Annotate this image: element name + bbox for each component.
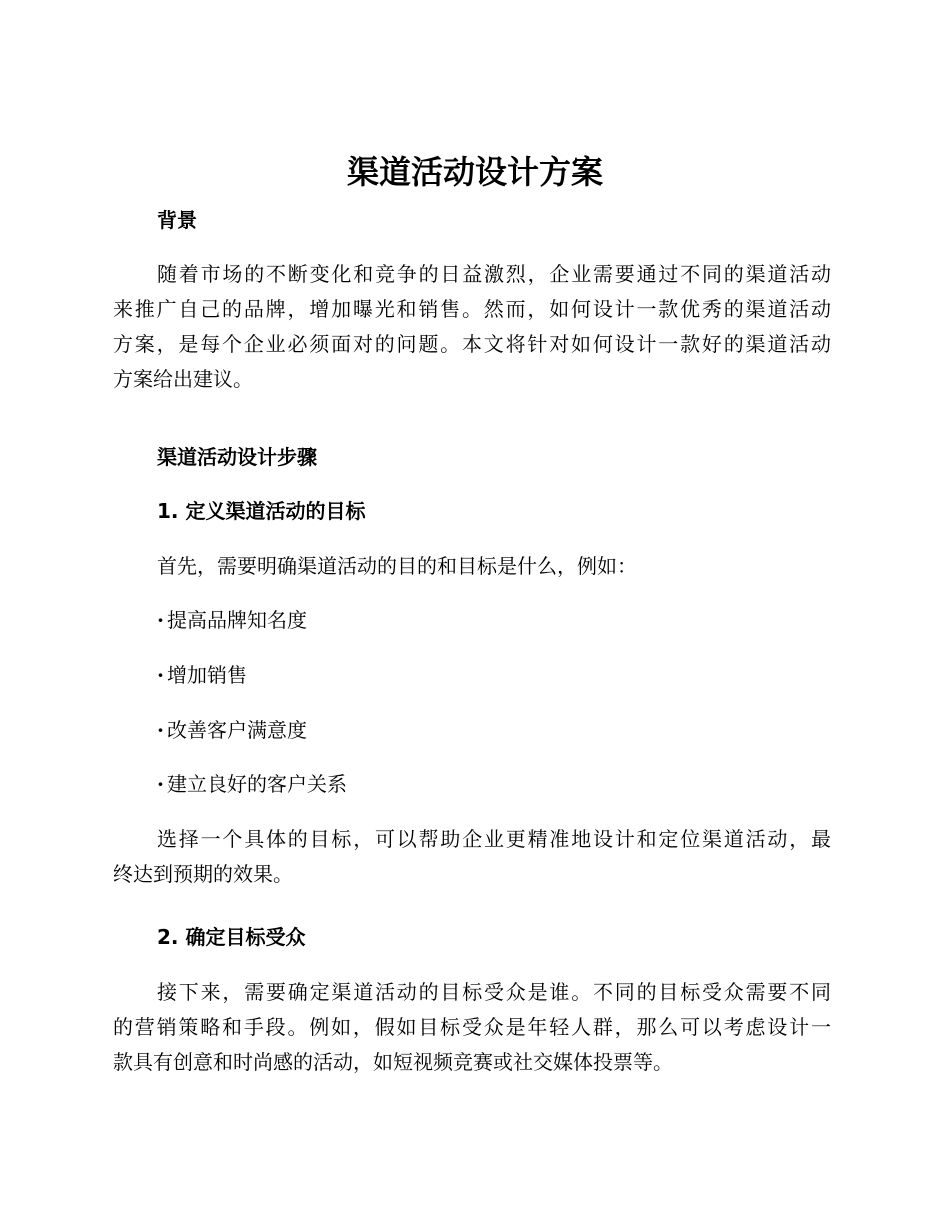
list-item (157, 661, 247, 689)
list-item-text: 建立良好的客户关系 (167, 772, 347, 796)
bullet-symbol: · (157, 718, 164, 742)
bullet-symbol: · (157, 663, 164, 687)
paragraph-background (113, 257, 831, 397)
paragraph-line: 接下来，需要确定渠道活动的目标受众是谁。不同的目标受众需要不同 (157, 980, 831, 1004)
step2-paragraph (113, 975, 831, 1080)
list-item-text: 提高品牌知名度 (167, 608, 307, 632)
paragraph-line: 方案，是每个企业必须面对的问题。本文将针对如何设计一款好的渠道活动 (113, 332, 831, 356)
step1-heading: 1. 定义渠道活动的目标 (157, 499, 366, 523)
paragraph-line: 来推广自己的品牌，增加曝光和销售。然而，如何设计一款优秀的渠道活动 (113, 297, 831, 321)
paragraph-line: 的营销策略和手段。例如，假如目标受众是年轻人群，那么可以考虑设计一 (113, 1015, 831, 1039)
list-item (157, 716, 307, 744)
bullet-symbol: · (157, 608, 164, 632)
paragraph-line: 终达到预期的效果。 (113, 862, 293, 886)
paragraph-line: 选择一个具体的目标，可以帮助企业更精准地设计和定位渠道活动，最 (157, 827, 831, 851)
list-item (157, 770, 347, 798)
step1-intro: 首先，需要明确渠道活动的目的和目标是什么，例如： (157, 554, 637, 578)
bullet-symbol: · (157, 772, 164, 796)
paragraph-line: 方案给出建议。 (113, 367, 253, 391)
section-heading-steps: 渠道活动设计步骤 (157, 445, 317, 469)
document-title: 渠道活动设计方案 (346, 153, 603, 191)
list-item-text: 增加销售 (167, 663, 247, 687)
step2-heading: 2. 确定目标受众 (157, 925, 306, 949)
step1-conclusion (113, 822, 831, 892)
list-item-text: 改善客户满意度 (167, 718, 307, 742)
paragraph-line: 随着市场的不断变化和竞争的日益激烈，企业需要通过不同的渠道活动 (157, 262, 831, 286)
list-item (157, 606, 307, 634)
paragraph-line: 款具有创意和时尚感的活动，如短视频竞赛或社交媒体投票等。 (113, 1050, 673, 1074)
section-heading-background: 背景 (157, 208, 197, 232)
